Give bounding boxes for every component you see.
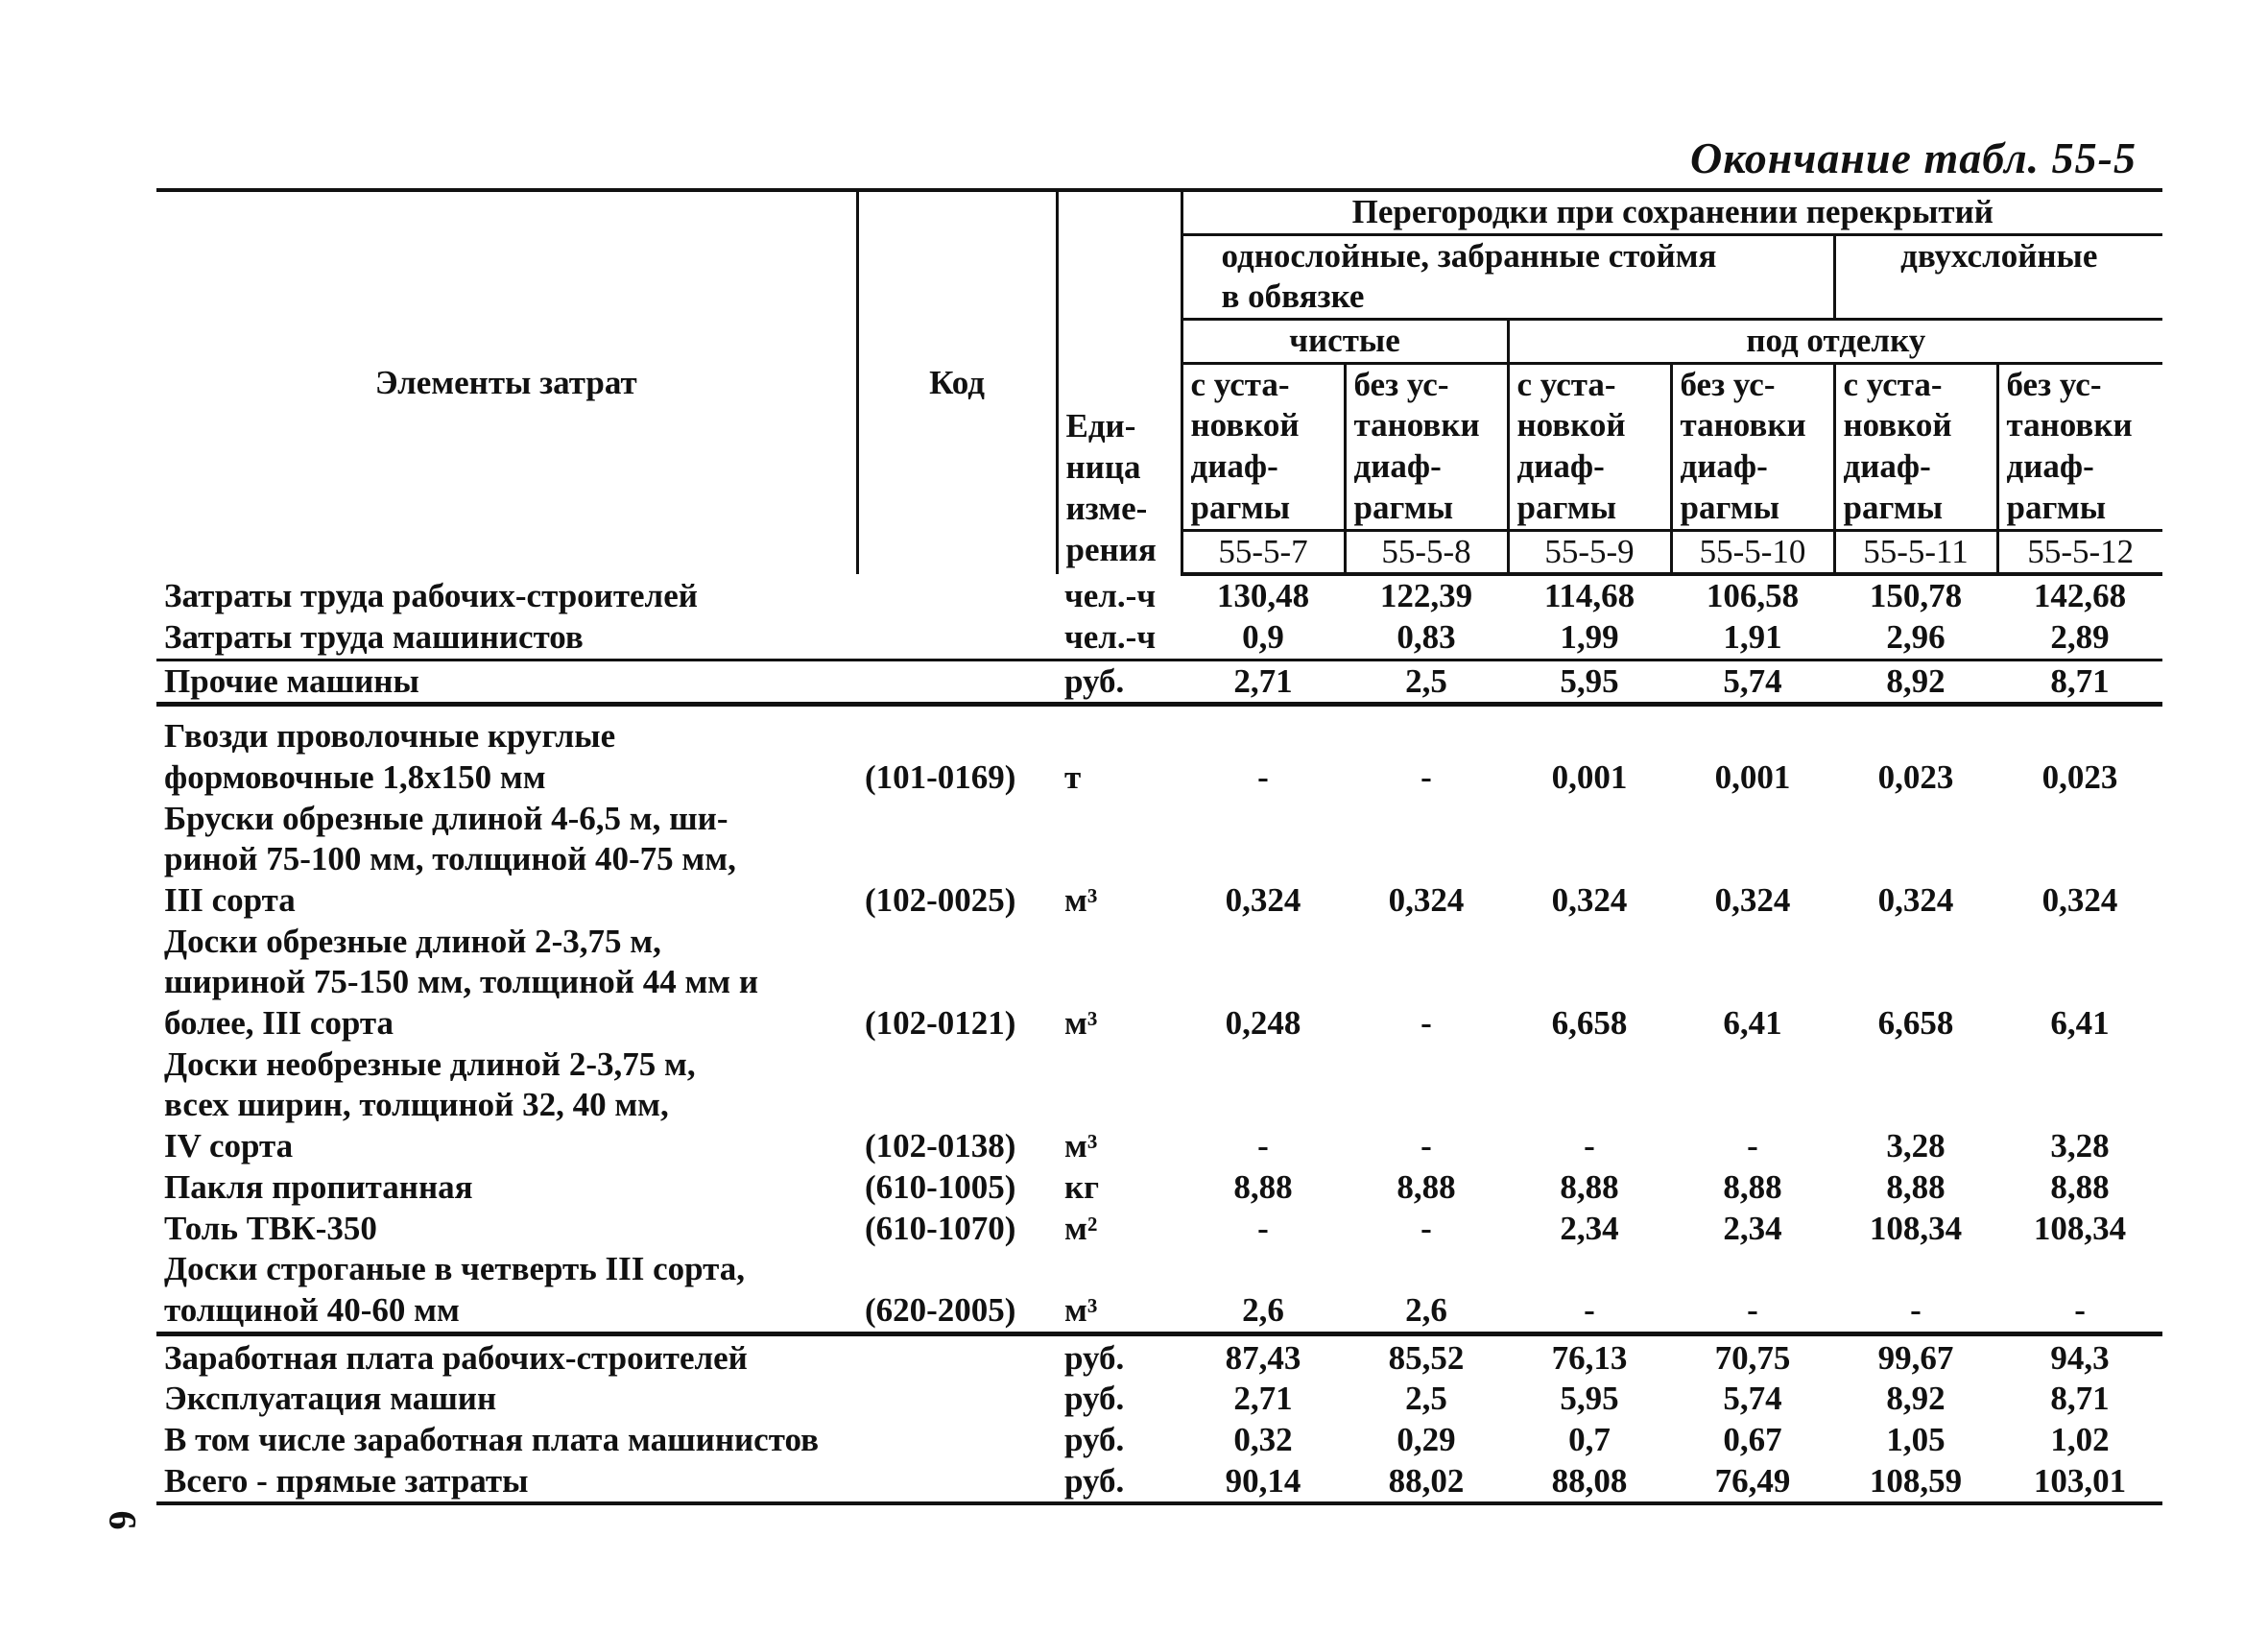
header-code: Код [857, 190, 1057, 574]
row-name: Заработная плата рабочих-строителей [156, 1333, 857, 1379]
row-value: 1,91 [1723, 617, 1782, 656]
row-unit: руб. [1064, 1420, 1125, 1458]
row-code: (610-1005) [865, 1167, 1016, 1206]
row-value: 90,14 [1182, 1461, 1345, 1504]
row-code: (102-0121) [865, 1004, 1016, 1043]
row-value: 142,68 [2033, 577, 2127, 615]
row-value: 0,29 [1397, 1420, 1456, 1458]
row-name: Всего - прямые затраты [156, 1461, 857, 1504]
row-value: 2,71 [1182, 660, 1345, 705]
table-caption: Окончание табл. 55-5 [1689, 133, 2137, 182]
row-name: Доски необрезные длиной 2-3,75 м, всех ширин, толщиной 32, 40 мм, IV сорта [164, 1045, 696, 1165]
row-value: 6,41 [2050, 1004, 2110, 1043]
row-value: 8,88 [2050, 1167, 2110, 1206]
table-header [156, 190, 2162, 574]
row-value: - [2074, 1290, 2086, 1329]
table-row [156, 922, 2162, 1045]
row-value: 8,88 [1723, 1167, 1782, 1206]
header-without-diaphragm-3: без ус- тановки диаф- рагмы [1997, 363, 2162, 530]
table-row [156, 799, 2162, 922]
header-with-diaphragm-3: с уста- новкой диаф- рагмы [1834, 363, 1997, 530]
row-value: 103,01 [1997, 1461, 2162, 1504]
header-group: Перегородки при сохранении перекрытий [1182, 190, 2162, 234]
row-value: 1,99 [1560, 617, 1619, 656]
row-value: 1,05 [1886, 1420, 1946, 1458]
row-unit: м³ [1064, 881, 1098, 919]
row-name: Доски обрезные длиной 2-3,75 м, шириной 75-150 мм, толщиной 44 мм и более, III сорта [164, 922, 759, 1043]
cost-table [156, 188, 2162, 1505]
row-name: Бруски обрезные длиной 4-6,5 м, ши- риной 75-100 мм, толщиной 40-75 мм, III сорта [164, 799, 736, 919]
row-code: (620-2005) [865, 1290, 1016, 1329]
row-value: 0,9 [1242, 617, 1284, 656]
header-unit: Еди- ница изме- рения [1057, 190, 1182, 574]
row-value: 6,658 [1877, 1004, 1954, 1043]
row-unit: кг [1064, 1167, 1100, 1206]
row-name: Эксплуатация машин [164, 1380, 497, 1418]
page-number: 6 [101, 1510, 145, 1530]
row-value: 0,001 [1508, 705, 1671, 799]
row-unit: м³ [1064, 1004, 1098, 1043]
row-unit: м² [1064, 1209, 1098, 1247]
header-with-diaphragm-2: с уста- новкой диаф- рагмы [1508, 363, 1671, 530]
row-value: - [1257, 1127, 1269, 1165]
row-value: 0,023 [1834, 705, 1997, 799]
row-name: Доски строганые в четверть III сорта, толщиной 40-60 мм [164, 1250, 746, 1329]
row-unit: руб. [1057, 1333, 1182, 1379]
row-unit: руб. [1064, 1380, 1125, 1418]
row-code [857, 1379, 1057, 1420]
row-value: 0,83 [1397, 617, 1456, 656]
row-value: 0,324 [2041, 881, 2118, 919]
table-row [156, 1379, 2162, 1420]
row-code [857, 1420, 1057, 1461]
header-code-col-1: 55-5-7 [1182, 530, 1345, 574]
row-value: - [1584, 1127, 1595, 1165]
row-code [857, 660, 1057, 705]
row-value: 5,74 [1671, 660, 1834, 705]
row-value: 2,5 [1405, 1380, 1447, 1418]
table-row [156, 705, 2162, 799]
row-code [857, 1461, 1057, 1504]
row-value: 2,6 [1242, 1290, 1284, 1329]
header-finish: под отделку [1508, 320, 2162, 364]
row-code [857, 574, 1057, 617]
row-code: (102-0138) [865, 1127, 1016, 1165]
row-value: 0,248 [1225, 1004, 1301, 1043]
row-value: 87,43 [1182, 1333, 1345, 1379]
row-value: 88,08 [1508, 1461, 1671, 1504]
row-value: 70,75 [1671, 1333, 1834, 1379]
row-value: 2,71 [1233, 1380, 1293, 1418]
row-value: 0,023 [1997, 705, 2162, 799]
row-value: 3,28 [2050, 1127, 2110, 1165]
row-name: Пакля пропитанная [164, 1167, 473, 1206]
row-value: 0,67 [1723, 1420, 1782, 1458]
row-value: - [1420, 1127, 1432, 1165]
table-row [156, 1420, 2162, 1461]
header-single-layer: однослойные, забранные стоймя в обвязке [1182, 234, 1834, 319]
row-value: - [1584, 1290, 1595, 1329]
table-row [156, 617, 2162, 660]
row-value: 108,59 [1834, 1461, 1997, 1504]
row-unit: руб. [1057, 1461, 1182, 1504]
row-value: 106,58 [1706, 577, 1800, 615]
row-value: 130,48 [1216, 577, 1310, 615]
row-value: 88,02 [1345, 1461, 1508, 1504]
row-value: 0,324 [1714, 881, 1791, 919]
row-value: 8,88 [1886, 1167, 1946, 1206]
row-value: 0,324 [1551, 881, 1628, 919]
row-value: 76,13 [1508, 1333, 1671, 1379]
row-value: 8,88 [1560, 1167, 1619, 1206]
row-value: - [1420, 1209, 1432, 1247]
table-row [156, 660, 2162, 705]
table-row [156, 1461, 2162, 1504]
row-code: (101-0169) [857, 705, 1057, 799]
row-name: Толь ТВК-350 [164, 1209, 377, 1247]
table-row [156, 1167, 2162, 1209]
table-row [156, 1249, 2162, 1333]
row-value: - [1747, 1290, 1758, 1329]
row-value: 5,95 [1560, 1380, 1619, 1418]
row-value: 99,67 [1834, 1333, 1997, 1379]
row-value: 76,49 [1671, 1461, 1834, 1504]
row-value: 2,34 [1723, 1209, 1782, 1247]
row-value: 6,658 [1551, 1004, 1628, 1043]
header-without-diaphragm-2: без ус- тановки диаф- рагмы [1671, 363, 1834, 530]
header-with-diaphragm-1: с уста- новкой диаф- рагмы [1182, 363, 1345, 530]
row-value: 108,34 [2033, 1209, 2127, 1247]
row-value: 1,02 [2050, 1420, 2110, 1458]
row-code: (102-0025) [865, 881, 1016, 919]
row-value: 8,71 [2050, 1380, 2110, 1418]
row-value: 122,39 [1379, 577, 1473, 615]
row-code: (610-1070) [865, 1209, 1016, 1247]
row-value: 150,78 [1869, 577, 1963, 615]
header-clean: чистые [1182, 320, 1508, 364]
row-unit: чел.-ч [1064, 617, 1157, 656]
row-value: 0,7 [1568, 1420, 1611, 1458]
header-without-diaphragm-1: без ус- тановки диаф- рагмы [1345, 363, 1508, 530]
table-row [156, 1045, 2162, 1167]
header-elements: Элементы затрат [156, 190, 857, 574]
row-value: - [1910, 1290, 1922, 1329]
row-value: 0,324 [1225, 881, 1301, 919]
row-value: - [1747, 1127, 1758, 1165]
table-row [156, 1333, 2162, 1379]
row-value: 5,95 [1508, 660, 1671, 705]
row-value: 0,324 [1388, 881, 1465, 919]
row-value: 2,34 [1560, 1209, 1619, 1247]
row-value: 8,92 [1886, 1380, 1946, 1418]
row-value: - [1345, 705, 1508, 799]
row-name: Затраты труда рабочих-строителей [164, 577, 698, 615]
row-value: 94,3 [1997, 1333, 2162, 1379]
row-value: 8,71 [1997, 660, 2162, 705]
row-value: 85,52 [1345, 1333, 1508, 1379]
row-value: 8,88 [1397, 1167, 1456, 1206]
table-row [156, 574, 2162, 617]
row-name: Затраты труда машинистов [164, 617, 584, 656]
row-value: 2,5 [1345, 660, 1508, 705]
table-row [156, 1209, 2162, 1250]
row-value: - [1420, 1004, 1432, 1043]
row-name: Прочие машины [156, 660, 857, 705]
row-name: В том числе заработная плата машинистов [164, 1420, 819, 1458]
row-unit: т [1057, 705, 1182, 799]
header-code-col-3: 55-5-9 [1508, 530, 1671, 574]
row-value: 0,001 [1671, 705, 1834, 799]
row-unit: м³ [1064, 1290, 1098, 1329]
row-code [857, 617, 1057, 660]
row-code [857, 1333, 1057, 1379]
header-code-col-6: 55-5-12 [1997, 530, 2162, 574]
row-value: - [1182, 705, 1345, 799]
header-double-layer: двухслойные [1834, 234, 2162, 319]
row-value: 108,34 [1869, 1209, 1963, 1247]
row-value: 8,92 [1834, 660, 1997, 705]
row-value: 2,6 [1405, 1290, 1447, 1329]
row-unit: м³ [1064, 1127, 1098, 1165]
row-value: 5,74 [1723, 1380, 1782, 1418]
row-value: 3,28 [1886, 1127, 1946, 1165]
row-value: 0,32 [1233, 1420, 1293, 1458]
row-value: 2,89 [2050, 617, 2110, 656]
row-name: Гвозди проволочные круглые формовочные 1,8х150 мм [156, 705, 857, 799]
row-value: - [1257, 1209, 1269, 1247]
row-value: 6,41 [1723, 1004, 1782, 1043]
header-code-col-5: 55-5-11 [1834, 530, 1997, 574]
row-unit: чел.-ч [1064, 577, 1157, 615]
row-value: 2,96 [1886, 617, 1946, 656]
header-code-col-2: 55-5-8 [1345, 530, 1508, 574]
header-code-col-4: 55-5-10 [1671, 530, 1834, 574]
row-value: 0,324 [1877, 881, 1954, 919]
row-value: 114,68 [1543, 577, 1635, 615]
row-value: 8,88 [1233, 1167, 1293, 1206]
row-unit: руб. [1057, 660, 1182, 705]
table-body [156, 574, 2162, 1503]
